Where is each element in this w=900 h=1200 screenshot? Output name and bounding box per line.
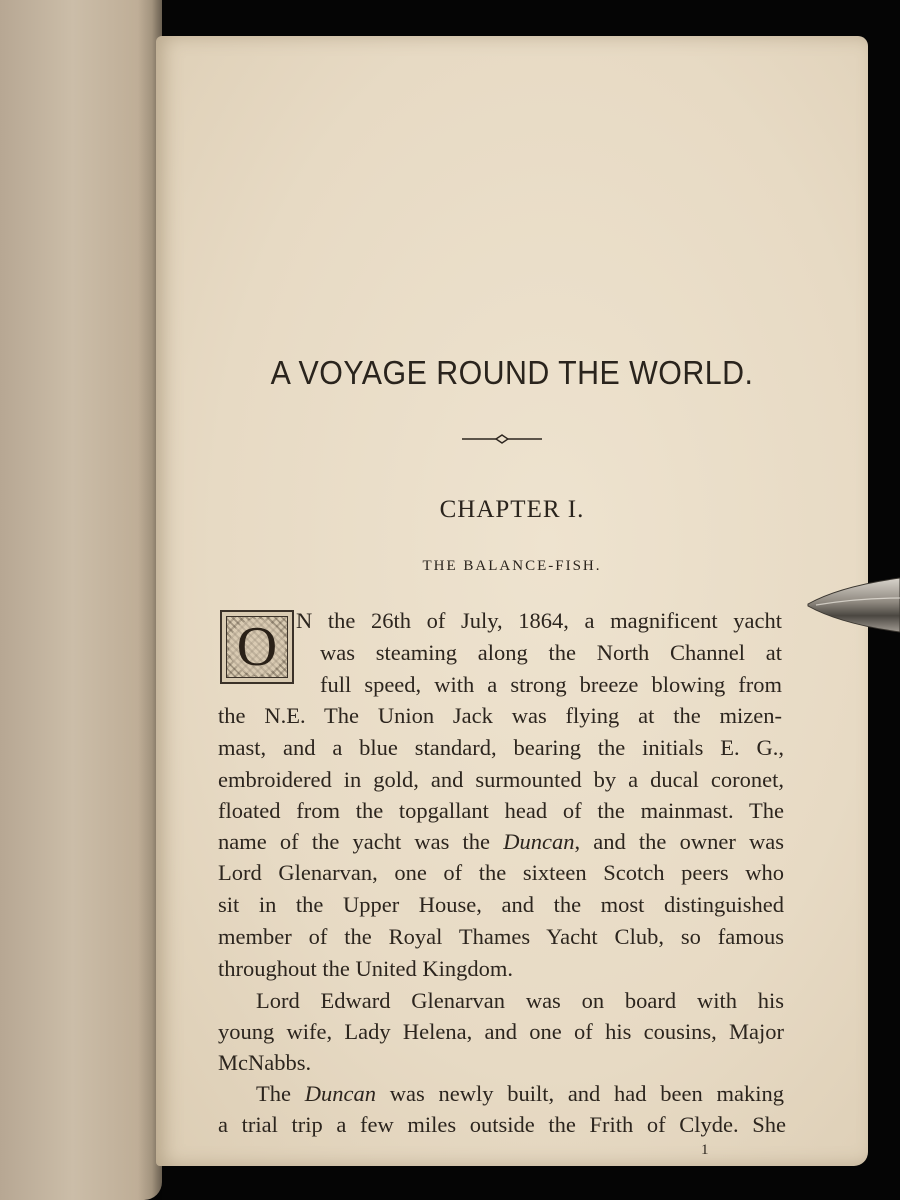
- bookmark-clip: [806, 574, 900, 636]
- text-line: a trial trip a few miles outside the Frith of Clyde. She: [218, 1112, 786, 1137]
- text-line: floated from the topgallant head of the mainmast. The: [218, 798, 784, 823]
- text-line: sit in the Upper House, and the most distinguished: [218, 892, 784, 917]
- text-line: McNabbs.: [218, 1050, 312, 1075]
- text-line: embroidered in gold, and surmounted by a ducal coronet,: [218, 767, 784, 792]
- text-line: name of the yacht was the Duncan, and the owner was: [218, 829, 784, 854]
- drop-cap-letter: O: [229, 619, 285, 675]
- facing-page: [0, 0, 162, 1200]
- text-line: young wife, Lady Helena, and one of his cousins, Major: [218, 1019, 784, 1044]
- text-line: N the 26th of July, 1864, a magnificent yacht: [296, 608, 782, 633]
- text-line: The Duncan was newly built, and had been making: [256, 1081, 784, 1106]
- text-line: Lord Edward Glenarvan was on board with his: [256, 988, 784, 1013]
- text-line: mast, and a blue standard, bearing the initials E. G.,: [218, 735, 784, 760]
- drop-cap-frame: [220, 610, 294, 684]
- drop-cap-ornament: [226, 616, 288, 678]
- text-line: Lord Glenarvan, one of the sixteen Scotch peers who: [218, 860, 784, 885]
- text-line: member of the Royal Thames Yacht Club, so famous: [218, 924, 784, 949]
- book-page: [156, 36, 868, 1166]
- chapter-heading: CHAPTER I.: [439, 496, 585, 523]
- text-line: full speed, with a strong breeze blowing from: [320, 672, 782, 697]
- text-line: throughout the United Kingdom.: [218, 956, 513, 981]
- text-line: was steaming along the North Channel at: [320, 640, 782, 665]
- chapter-subtitle: THE BALANCE-FISH.: [422, 558, 602, 574]
- ornament-divider: [462, 432, 542, 446]
- text-line: the N.E. The Union Jack was flying at the mizen-: [218, 703, 782, 728]
- page-number: 1: [701, 1142, 709, 1158]
- book-title: A VOYAGE ROUND THE WORLD.: [270, 354, 754, 391]
